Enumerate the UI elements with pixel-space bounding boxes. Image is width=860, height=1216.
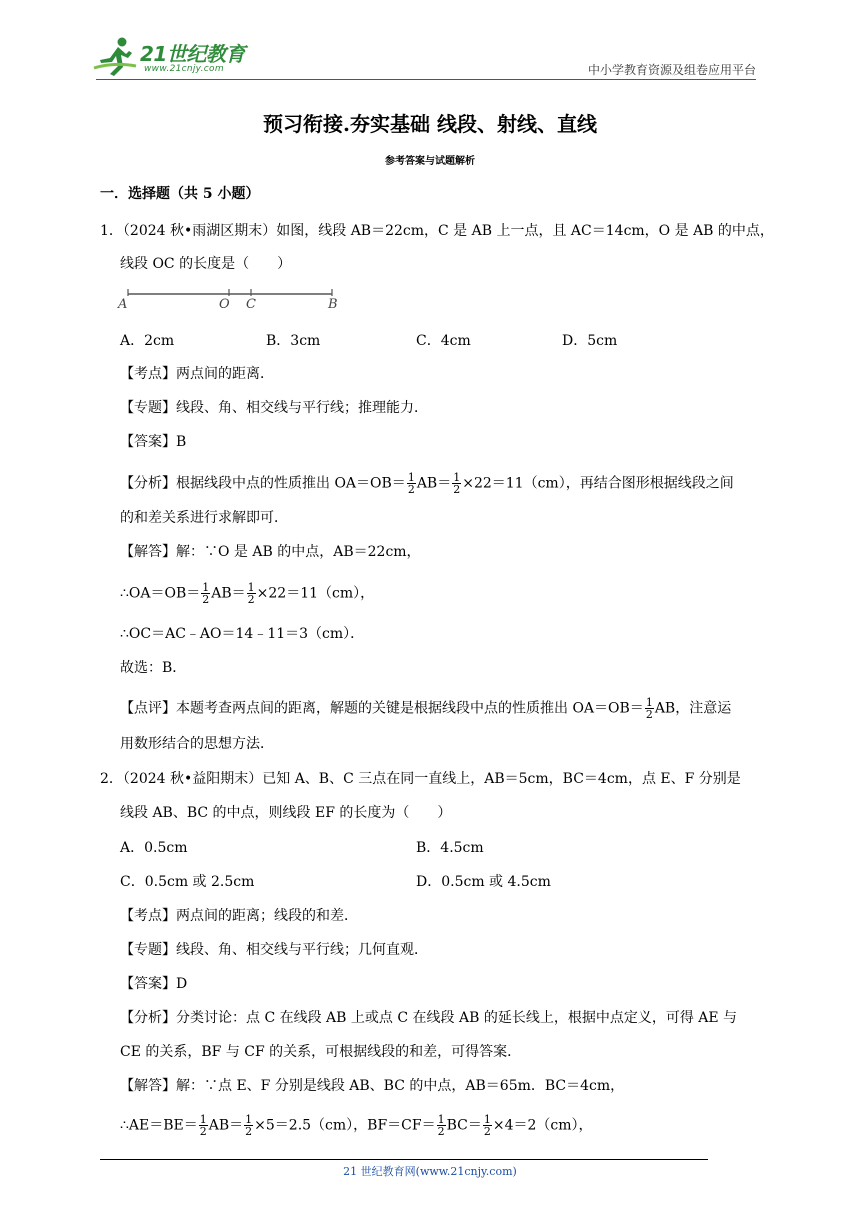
figure-label-b: B bbox=[328, 297, 338, 312]
runner-icon bbox=[92, 36, 138, 76]
q1-dianping-line2: 用数形结合的思想方法． bbox=[120, 736, 274, 752]
q2-zhuanti: 【专题】线段、角、相交线与平行线；几何直观． bbox=[120, 942, 428, 958]
q1-kaodian: 【考点】两点间的距离． bbox=[120, 366, 274, 382]
site-logo bbox=[92, 34, 262, 78]
figure-label-a: A bbox=[118, 297, 128, 312]
q1-fenxi-part1: 【分析】根据线段中点的性质推出 OA＝OB＝ bbox=[120, 475, 406, 492]
fraction-half: $\frac{1}{2}$ bbox=[453, 471, 461, 496]
q2-jieda-line2: ∴AE＝BE＝ $\frac{1}{2}$ AB＝ $\frac{1}{2}$ ×5＝2.5（cm），BF＝CF＝ $\frac{1}{2}$ BC＝ $\frac{1}{2}$ ×4＝2（cm）， bbox=[120, 1113, 593, 1138]
figure-label-c: C bbox=[246, 297, 256, 312]
header-divider bbox=[96, 79, 756, 80]
q1-dianping-line1: 【点评】本题考查两点间的距离，解题的关键是根据线段中点的性质推出 OA＝OB＝ $\frac{1}{2}$ AB，注意运 bbox=[120, 696, 732, 721]
page-subtitle: 参考答案与试题解析 bbox=[385, 156, 475, 167]
q1-stem-line2: 线段 OC 的长度是（ ） bbox=[120, 256, 292, 272]
q1-option-b: B．3cm bbox=[266, 333, 321, 349]
q2-jieda-line1: 【解答】解：∵点 E、F 分别是线段 AB、BC 的中点，AB＝65m．BC＝4cm， bbox=[120, 1078, 625, 1094]
fraction-half: $\frac{1}{2}$ bbox=[247, 581, 255, 606]
footer-link[interactable]: 21 世纪教育网(www.21cnjy.com) bbox=[343, 1165, 517, 1178]
fraction-half: $\frac{1}{2}$ bbox=[199, 1113, 207, 1138]
q1-zhuanti: 【专题】线段、角、相交线与平行线；推理能力． bbox=[120, 400, 428, 416]
q1-option-a: A．2cm bbox=[120, 333, 175, 349]
figure-label-o: O bbox=[219, 297, 230, 312]
fraction-half: $\frac{1}{2}$ bbox=[437, 1113, 445, 1138]
q1-fenxi-line1 bbox=[120, 472, 734, 495]
q1-fenxi-line2: 的和差关系进行求解即可． bbox=[120, 510, 288, 526]
q1-jieda-line3: ∴OC＝AC﹣AO＝14﹣11＝3（cm）． bbox=[120, 626, 365, 642]
q2-fenxi-line1: 【分析】分类讨论：点 C 在线段 AB 上或点 C 在线段 AB 的延长线上，根据中点定义，可得 AE 与 bbox=[120, 1010, 738, 1026]
q1-jieda-line1: 【解答】解：∵O 是 AB 的中点，AB＝22cm， bbox=[120, 544, 421, 560]
q2-option-c: C．0.5cm 或 2.5cm bbox=[120, 874, 255, 890]
fraction-half: $\frac{1}{2}$ bbox=[483, 1113, 491, 1138]
segment-figure bbox=[116, 286, 346, 314]
section-heading: 一．选择题（共 5 小题） bbox=[100, 186, 260, 202]
platform-name: 中小学教育资源及组卷应用平台 bbox=[587, 63, 756, 77]
footer-divider bbox=[100, 1159, 708, 1160]
fraction-half: $\frac{1}{2}$ bbox=[645, 696, 653, 721]
q1-stem-line1: 1．（2024 秋•雨湖区期末）如图，线段 AB＝22cm，C 是 AB 上一点，且 AC＝14cm，O 是 AB 的中点， bbox=[100, 223, 774, 239]
q2-stem-line1: 2．（2024 秋•益阳期末）已知 A、B、C 三点在同一直线上，AB＝5cm，BC＝4cm，点 E、F 分别是 bbox=[100, 771, 741, 787]
q1-guxuan: 故选：B． bbox=[120, 660, 187, 676]
q2-answer: 【答案】D bbox=[120, 976, 188, 992]
q1-option-c: C．4cm bbox=[416, 333, 471, 349]
logo-text: 21世纪教育 bbox=[140, 42, 245, 66]
q1-jieda-line2: ∴OA＝OB＝ $\frac{1}{2}$ AB＝ $\frac{1}{2}$ ×22＝11（cm）， bbox=[120, 581, 375, 606]
q2-option-b: B．4.5cm bbox=[416, 840, 484, 856]
logo-url: www.21cnjy.com bbox=[144, 64, 224, 74]
q2-stem-line2: 线段 AB、BC 的中点，则线段 EF 的长度为（ ） bbox=[120, 805, 452, 821]
q2-kaodian: 【考点】两点间的距离；线段的和差． bbox=[120, 908, 358, 924]
q1-answer: 【答案】B bbox=[120, 434, 187, 450]
fraction-half: $\frac{1}{2}$ bbox=[407, 471, 415, 496]
q1-option-d: D．5cm bbox=[562, 333, 618, 349]
fraction-half: $\frac{1}{2}$ bbox=[202, 581, 210, 606]
q2-option-d: D．0.5cm 或 4.5cm bbox=[416, 874, 551, 890]
q1-fenxi-part3: ×22＝11（cm），再结合图形根据线段之间 bbox=[462, 475, 734, 492]
fraction-half: $\frac{1}{2}$ bbox=[245, 1113, 253, 1138]
page-title: 预习衔接.夯实基础 线段、射线、直线 bbox=[263, 112, 597, 136]
q2-option-a: A．0.5cm bbox=[120, 840, 188, 856]
q2-fenxi-line2: CE 的关系，BF 与 CF 的关系，可根据线段的和差，可得答案． bbox=[120, 1044, 522, 1060]
q1-fenxi-part2: AB＝ bbox=[416, 475, 452, 492]
